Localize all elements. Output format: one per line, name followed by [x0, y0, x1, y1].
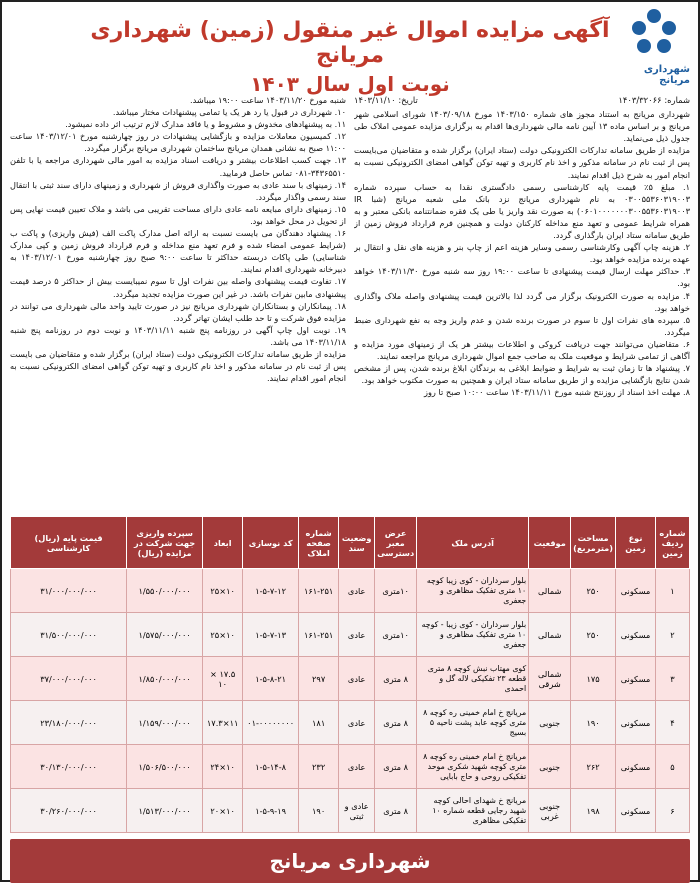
column-header: عرض معبر دسترسی — [375, 517, 417, 569]
paragraph: ۱. مبلغ ۵٪ قیمت پایه کارشناسی رسمی دادگستری نقدا به حساب سپرده شماره ۰۳۰۰۵۵۳۶۰۳۱۹۰۰۳ به نام شهرداری مریانج نزد بانک ملی شعبه مریانج (شبا IR ۰۶۰۱۰۰۰۰۰۰۰۳۰۰۵۵۳۶۰۳۱۹۰۰۳) به صورت نقد واریز یا طی یک فقره ضمانتنامه بانکی معتبر و به همراه شرایط عمومی و تعهد منع مداخله کارکنان دولت و همچنین فرم قرارداد فروش زمین از طریق سامانه ستاد ایران بارگذاری گردد. — [354, 181, 690, 241]
header — [10, 8, 690, 94]
cell-page-number: ۱۸۱ — [299, 701, 339, 745]
paragraph: ۱۶. پیشنهاد دهندگان می بایست نسبت به ارائه اصل مدارک پاکت الف (فیش واریزی) و پاکت ب (شرایط عمومی امضاء شده و فرم تعهد منع مداخله و فرم قرارداد فروش زمین و کپی مدارک شناسایی) طی پاکات دربسته حداکثر تا ساعت ۹:۰۰ صبح روز چهارشنبه مورخ ۱۴۰۳/۱۲/۰۱ به دبیرخانه شهرداری اقدام نمایند. — [10, 228, 346, 275]
cell-position: جنوبی غربی — [529, 789, 571, 833]
cell-address: مریانج خ شهدای احالی کوچه شهید رجایی قطعه شماره ۱۰ تفکیکی مظاهری — [417, 789, 529, 833]
cell-renovation-code: ۱-۵-۱۴-۸ — [243, 745, 299, 789]
meta-line — [354, 94, 690, 106]
cell-dimensions: ۱۰×۲۴ — [203, 745, 243, 789]
footer-signature: شهرداری مریانج — [10, 839, 690, 883]
logo-emblem-icon — [627, 8, 681, 62]
table-header-row — [11, 517, 690, 569]
cell-land-type: مسکونی — [616, 701, 656, 745]
table-row — [11, 789, 690, 833]
cell-page-number: ۱۶۱-۲۵۱ — [299, 613, 339, 657]
cell-base-price: ۳۷/۰۰۰/۰۰۰/۰۰۰ — [11, 657, 127, 701]
cell-street-width: ۸ متری — [375, 701, 417, 745]
cell-area: ۲۵۰ — [571, 569, 616, 613]
cell-street-width: ۸ متری — [375, 657, 417, 701]
column-header: شماره صفحه املاک — [299, 517, 339, 569]
cell-base-price: ۲۳/۱۸۰/۰۰۰/۰۰۰ — [11, 701, 127, 745]
cell-deposit: ۱/۱۵۹/۰۰۰/۰۰۰ — [127, 701, 203, 745]
cell-row-number: ۱ — [656, 569, 690, 613]
cell-renovation-code: ۰۱-۰۰۰۰۰۰۰۰ — [243, 701, 299, 745]
cell-land-type: مسکونی — [616, 789, 656, 833]
column-header: ابعاد — [203, 517, 243, 569]
cell-street-width: ۸ متری — [375, 789, 417, 833]
paragraph: ۱۸. پیمانکاران و بستانکاران شهرداری مریانج نیز در صورت تایید واحد مالی شهرداری می توانند در مزایده فوق شرکت و تا حد طلب ایشان تهاتر گردد. — [10, 300, 346, 323]
paragraph: ۷. پیشنهاد ها تا زمان ثبت به شرایط و ضوابط ابلاغی به برندگان ابلاغ برنده شدن، پس از مشخص شدن نتایج بازگشایی مزایده و از طریق سامانه ستاد ایران و همچنین به صورت مکتوب خواهد بود. — [354, 363, 690, 386]
cell-land-type: مسکونی — [616, 569, 656, 613]
column-header: وضعیت سند — [339, 517, 375, 569]
cell-renovation-code: ۱-۵-۷-۱۲ — [243, 569, 299, 613]
cell-base-price: ۳۰/۱۳۰/۰۰۰/۰۰۰ — [11, 745, 127, 789]
paragraph: ۱۳. جهت کسب اطلاعات بیشتر و دریافت اسناد مزایده به امور مالی شهرداری مراجعه یا با تلفن ۳۴۳۶۵۵۱۰-۰۸۱ تماس حاصل فرمایید. — [10, 155, 346, 178]
table-row — [11, 657, 690, 701]
title-line-1: آگهی مزایده اموال غیر منقول (زمین) شهرداری مریانج — [90, 18, 610, 68]
date-label: تاریخ: — [398, 95, 418, 105]
column-header: موقعیت — [529, 517, 571, 569]
property-table — [10, 516, 690, 833]
cell-position: شمالی شرقی — [529, 657, 571, 701]
cell-row-number: ۲ — [656, 613, 690, 657]
cell-deposit: ۱/۵۱۳/۰۰۰/۰۰۰ — [127, 789, 203, 833]
number-label: شماره: — [664, 95, 690, 105]
cell-area: ۱۹۰ — [571, 701, 616, 745]
cell-deed-status: عادی — [339, 613, 375, 657]
cell-deposit: ۱/۸۵۰/۰۰۰/۰۰۰ — [127, 657, 203, 701]
cell-deed-status: عادی و ثبتی — [339, 789, 375, 833]
cell-land-type: مسکونی — [616, 745, 656, 789]
paragraph: ۳. حداکثر مهلت ارسال قیمت پیشنهادی تا ساعت ۱۹:۰۰ روز سه شنبه مورخ ۱۴۰۳/۱۱/۳۰ خواهد بود. — [354, 266, 690, 289]
cell-dimensions: ۱۱×۱۷.۳ — [203, 701, 243, 745]
paragraph: ۸. مهلت اخذ اسناد از روزنتح شنبه مورخ ۱۴۰۳/۱۱/۱۱ ساعت ۱۰:۰۰ صبح تا روز — [423, 387, 690, 398]
cell-row-number: ۳ — [656, 657, 690, 701]
cell-page-number: ۱۶۱-۲۵۱ — [299, 569, 339, 613]
right-column — [354, 94, 690, 510]
cell-renovation-code: ۱-۵-۸-۲۱ — [243, 657, 299, 701]
cell-deed-status: عادی — [339, 745, 375, 789]
cell-row-number: ۴ — [656, 701, 690, 745]
paragraph: ۱۱. به پیشنهادهای مخدوش و مشروط و یا فاقد مدارک لازم ترتیب اثر داده نمیشود. — [65, 119, 346, 130]
cell-area: ۱۷۵ — [571, 657, 616, 701]
cell-address: بلوار سرداران - کوی زیبا - کوچه ۱۰ متری تفکیک مظاهری و جعفری — [417, 613, 529, 657]
paragraph: شنبه مورخ ۱۴۰۳/۱۱/۲۰ ساعت ۱۹:۰۰ میباشد. — [189, 95, 346, 105]
logo-text: شهرداری مریانج — [643, 64, 690, 86]
cell-position: جنوبی — [529, 745, 571, 789]
cell-deed-status: عادی — [339, 569, 375, 613]
cell-position: جنوبی — [529, 701, 571, 745]
cell-street-width: ۸ متری — [375, 745, 417, 789]
cell-page-number: ۲۳۲ — [299, 745, 339, 789]
paragraph: ۴. مزایده به صورت الکترونیک برگزار می گردد لذا بالاترین قیمت پیشنهادی واصله ملاک واگذاری خواهد بود. — [354, 290, 690, 313]
cell-renovation-code: ۱-۵-۹-۱۹ — [243, 789, 299, 833]
paragraph: ۲. هزینه چاپ آگهی وکارشناسی رسمی وسایر هزینه اعم از چاپ بنر و هزینه های نقل و انتقال بر عهده برنده مزایده خواهد بود. — [354, 242, 690, 265]
paragraph: ۶. متقاضیان می‌توانند جهت دریافت کروکی و اطلاعات بیشتر هر یک از زمینهای مورد مزایده و آگاهی از تمامی شرایط و موقعیت ملک به صاحب جمع اموال شهرداری مریانج مراجعه نمایند. — [354, 338, 690, 361]
cell-base-price: ۳۰/۲۶۰/۰۰۰/۰۰۰ — [11, 789, 127, 833]
table-row — [11, 569, 690, 613]
cell-area: ۲۵۰ — [571, 613, 616, 657]
paragraph: ۱۲. کمیسیون معاملات مزایده و بازگشایی پیشنهادات در روز چهارشنبه مورخ ۱۴۰۳/۱۲/۰۱ ساعت ۱۱:۰۰ صبح به نشانی همدان مریانج ساختمان شهرداری مریانج برگزار میگردد. — [10, 131, 346, 154]
cell-deposit: ۱/۵۰۶/۵۰۰/۰۰۰ — [127, 745, 203, 789]
cell-row-number: ۶ — [656, 789, 690, 833]
cell-area: ۱۹۸ — [571, 789, 616, 833]
cell-deed-status: عادی — [339, 701, 375, 745]
paragraph: مزایده از طریق سامانه تدارکات الکترونیکی دولت (ستاد ایران) برگزار شده و متقاضیان می بایست پس از ثبت نام در سامانه مذکور و اخذ نام کاربری و تهیه توکن گواهی امضای الکترونیکی نسبت به انجام امور اقدام نمایند. — [10, 348, 346, 384]
cell-deed-status: عادی — [339, 657, 375, 701]
body-text — [10, 94, 690, 510]
date-value: ۱۴۰۳/۱۱/۱۰ — [354, 95, 396, 105]
cell-deposit: ۱/۵۵۰/۰۰۰/۰۰۰ — [127, 569, 203, 613]
table-row — [11, 701, 690, 745]
number-value: ۱۴۰۳/۳۲۰۶۶ — [618, 95, 662, 105]
cell-dimensions: ۱۷.۵ × ۱۰ — [203, 657, 243, 701]
cell-position: شمالی — [529, 613, 571, 657]
paragraph: ۱۴. زمینهای با سند عادی به صورت واگذاری فروش از شهرداری و زمینهای دارای سند ثبتی با انتقال سند رسمی واگذار میگردد. — [10, 179, 346, 202]
cell-position: شمالی — [529, 569, 571, 613]
cell-page-number: ۱۹۰ — [299, 789, 339, 833]
cell-street-width: ۱۰متری — [375, 613, 417, 657]
cell-base-price: ۳۱/۵۰۰/۰۰۰/۰۰۰ — [11, 613, 127, 657]
cell-address: بلوار سرداران - کوی زیبا کوچه ۱۰ متری تفکیک مظاهری و جعفری — [417, 569, 529, 613]
left-column — [10, 94, 346, 510]
cell-address: مریانج خ امام خمینی ره کوچه ۸ متری کوچه شهید شکری موحد تفکیکی روحی و حاج بابایی — [417, 745, 529, 789]
cell-address: مریانج خ امام خمینی ره کوچه ۸ متری کوچه عابد پشت ناحیه ۵ بسیج — [417, 701, 529, 745]
paragraph: ۱۰. شهرداری در قبول یا رد هر یک یا تمامی پیشنهادات مختار میباشد. — [112, 107, 346, 118]
cell-deposit: ۱/۵۷۵/۰۰۰/۰۰۰ — [127, 613, 203, 657]
cell-dimensions: ۱۰×۲۰ — [203, 789, 243, 833]
paragraph: شهرداری مریانج به استناد مجوز های شماره ۱۴۰۳/۱۵۰ مورخ ۱۴۰۳/۰۹/۱۸ شورای اسلامی شهر مریانج و بر اساس ماده ۱۳ آیین نامه مالی شهرداری‌ها اقدام به برگزاری مزایده عمومی املاک طی جدول ذیل می‌نماید. — [354, 109, 690, 144]
cell-land-type: مسکونی — [616, 657, 656, 701]
cell-area: ۲۶۲ — [571, 745, 616, 789]
cell-street-width: ۱۰متری — [375, 569, 417, 613]
cell-base-price: ۳۱/۰۰۰/۰۰۰/۰۰۰ — [11, 569, 127, 613]
table-row — [11, 613, 690, 657]
cell-page-number: ۲۹۷ — [299, 657, 339, 701]
column-header: شماره ردیف زمین — [656, 517, 690, 569]
column-header: سپرده واریزی جهت شرکت در مزایده (ریال) — [127, 517, 203, 569]
title-line-2: نوبت اول سال ۱۴۰۳ — [250, 72, 450, 96]
paragraph: ۱۷. تفاوت قیمت پیشنهادی واصله بین نفرات اول تا سوم نمیبایست بیش از حداکثر ۵ درصد قیمت پیشنهادی مابین نفرات باشد. در غیر این صورت مزایده تجدید میگردد. — [10, 276, 346, 299]
column-header: نوع زمین — [616, 517, 656, 569]
column-header: مساحت (مترمربع) — [571, 517, 616, 569]
cell-renovation-code: ۱-۵-۷-۱۳ — [243, 613, 299, 657]
paragraph: ۱۵. زمینهای دارای مبایعه نامه عادی دارای مساحت تقریبی می باشد و ملاک تعیین قیمت نهایی پس از تحویل در محل خواهد بود. — [10, 203, 346, 226]
cell-land-type: مسکونی — [616, 613, 656, 657]
paragraph: ۱۹. نوبت اول چاپ آگهی در روزنامه پنج شنبه ۱۴۰۳/۱۱/۱۱ و نوبت دوم در روزنامه پنج شنبه ۱۴۰۳/۱۱/۱۸ می باشد. — [10, 324, 346, 347]
column-header: قیمت پایه (ریال) کارشناسی — [11, 517, 127, 569]
cell-row-number: ۵ — [656, 745, 690, 789]
paragraph: ۵. سپرده های نفرات اول تا سوم در صورت برنده شدن و عدم واریز وجه به نفع شهرداری ضبط میگردد. — [354, 314, 690, 337]
column-header: کد نوسازی — [243, 517, 299, 569]
table-row — [11, 745, 690, 789]
cell-dimensions: ۱۰×۲۵ — [203, 569, 243, 613]
column-header: آدرس ملک — [417, 517, 529, 569]
paragraph: مزایده از طریق سامانه تدارکات الکترونیکی دولت (ستاد ایران) برگزار شده و متقاضیان می‌بایست پس از ثبت نام در سامانه مذکور و اخذ نام کاربری و تهیه توکن گواهی امضای الکترونیکی نسبت به انجام امور به شرح ذیل اقدام نمایند. — [354, 145, 690, 180]
cell-address: کوی مهتاب نبش کوچه ۸ متری قطعه ۲۳ تفکیکی لاله گل و احمدی — [417, 657, 529, 701]
cell-dimensions: ۱۰×۲۵ — [203, 613, 243, 657]
municipality-logo — [618, 8, 690, 86]
